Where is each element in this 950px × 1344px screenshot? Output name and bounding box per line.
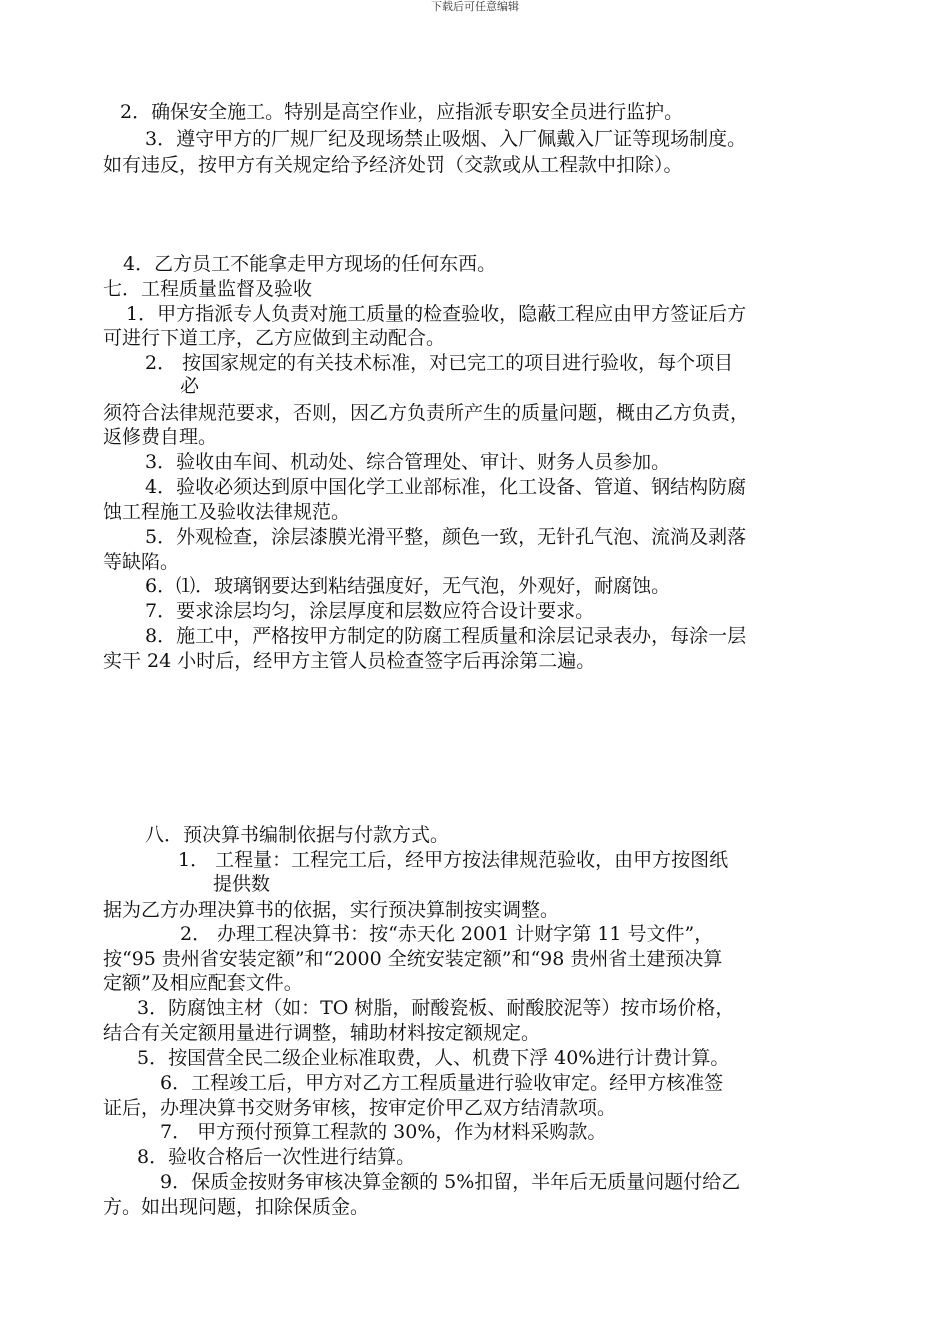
text-line: 证后，办理决算书交财务审核，按审定价甲乙双方结清款项。 (103, 1097, 617, 1119)
text-line: 7．要求涂层均匀，涂层厚度和层数应符合设计要求。 (145, 600, 595, 622)
text-line: 2． 办理工程决算书：按“赤天化 2001 计财字第 11 号文件”， (180, 923, 714, 945)
text-line: 4．验收必须达到原中国化学工业部标准，化工设备、管道、钢结构防腐 (145, 476, 747, 498)
text-line: 3．防腐蚀主材（如：TO 树脂，耐酸瓷板、耐酸胶泥等）按市场价格， (137, 997, 735, 1019)
text-line: 3．验收由车间、机动处、综合管理处、审计、财务人员参加。 (145, 451, 671, 473)
text-line: 方。如出现问题，扣除保质金。 (103, 1196, 370, 1218)
text-line: 实干 24 小时后，经甲方主管人员检查签字后再涂第二遍。 (103, 650, 596, 672)
text-line: 5．外观检查，涂层漆膜光滑平整，颜色一致，无针孔气泡、流淌及剥落 (145, 526, 747, 548)
text-line: 提供数 (213, 873, 271, 895)
text-line: 1． 工程量：工程完工后，经甲方按法律规范验收，由甲方按图纸 (178, 849, 729, 871)
text-line: 2．确保安全施工。特别是高空作业，应指派专职安全员进行监护。 (120, 101, 684, 123)
text-line: 6．工程竣工后，甲方对乙方工程质量进行验收审定。经甲方核准签 (160, 1072, 724, 1094)
text-line: 5．按国营全民二级企业标准取费，人、机费下浮 40%进行计费计算。 (137, 1047, 730, 1069)
section-heading: 八．预决算书编制依据与付款方式。 (145, 824, 450, 846)
text-line: 蚀工程施工及验收法律规范。 (103, 501, 351, 523)
page-header-note: 下载后可任意编辑 (431, 0, 519, 13)
text-line: 2． 按国家规定的有关技术标准，对已完工的项目进行验收，每个项目 (145, 352, 734, 374)
text-line: 返修费自理。 (103, 426, 218, 448)
text-line: 定额”及相应配套文件。 (103, 972, 303, 994)
text-line: 3．遵守甲方的厂规厂纪及现场禁止吸烟、入厂佩戴入厂证等现场制度。 (145, 128, 747, 150)
text-line: 可进行下道工序，乙方应做到主动配合。 (103, 327, 446, 349)
text-line: 必 (180, 375, 200, 397)
text-line: 须符合法律规范要求，否则，因乙方负责所产生的质量问题，概由乙方负责， (103, 402, 750, 424)
text-line: 等缺陷。 (103, 551, 180, 573)
text-line: 据为乙方办理决算书的依据，实行预决算制按实调整。 (103, 899, 560, 921)
text-line: 9．保质金按财务审核决算金额的 5%扣留，半年后无质量问题付给乙 (160, 1171, 741, 1193)
text-line: 1．甲方指派专人负责对施工质量的检查验收，隐蔽工程应由甲方签证后方 (126, 303, 747, 325)
text-line: 结合有关定额用量进行调整，辅助材料按定额规定。 (103, 1022, 541, 1044)
section-heading: 七．工程质量监督及验收 (103, 278, 313, 300)
text-line: 按“95 贵州省安装定额”和“2000 全统安装定额”和“98 贵州省土建预决算 (103, 948, 723, 970)
text-line: 6．⑴．玻璃钢要达到粘结强度好，无气泡，外观好，耐腐蚀。 (145, 575, 671, 597)
text-line: 如有违反，按甲方有关规定给予经济处罚（交款或从工程款中扣除）。 (103, 154, 683, 176)
text-line: 7． 甲方预付预算工程款的 30%，作为材料采购款。 (160, 1121, 607, 1143)
text-line: 8．验收合格后一次性进行结算。 (137, 1146, 416, 1168)
text-line: 4．乙方员工不能拿走甲方现场的任何东西。 (123, 253, 497, 275)
text-line: 8．施工中，严格按甲方制定的防腐工程质量和涂层记录表办，每涂一层 (145, 625, 747, 647)
